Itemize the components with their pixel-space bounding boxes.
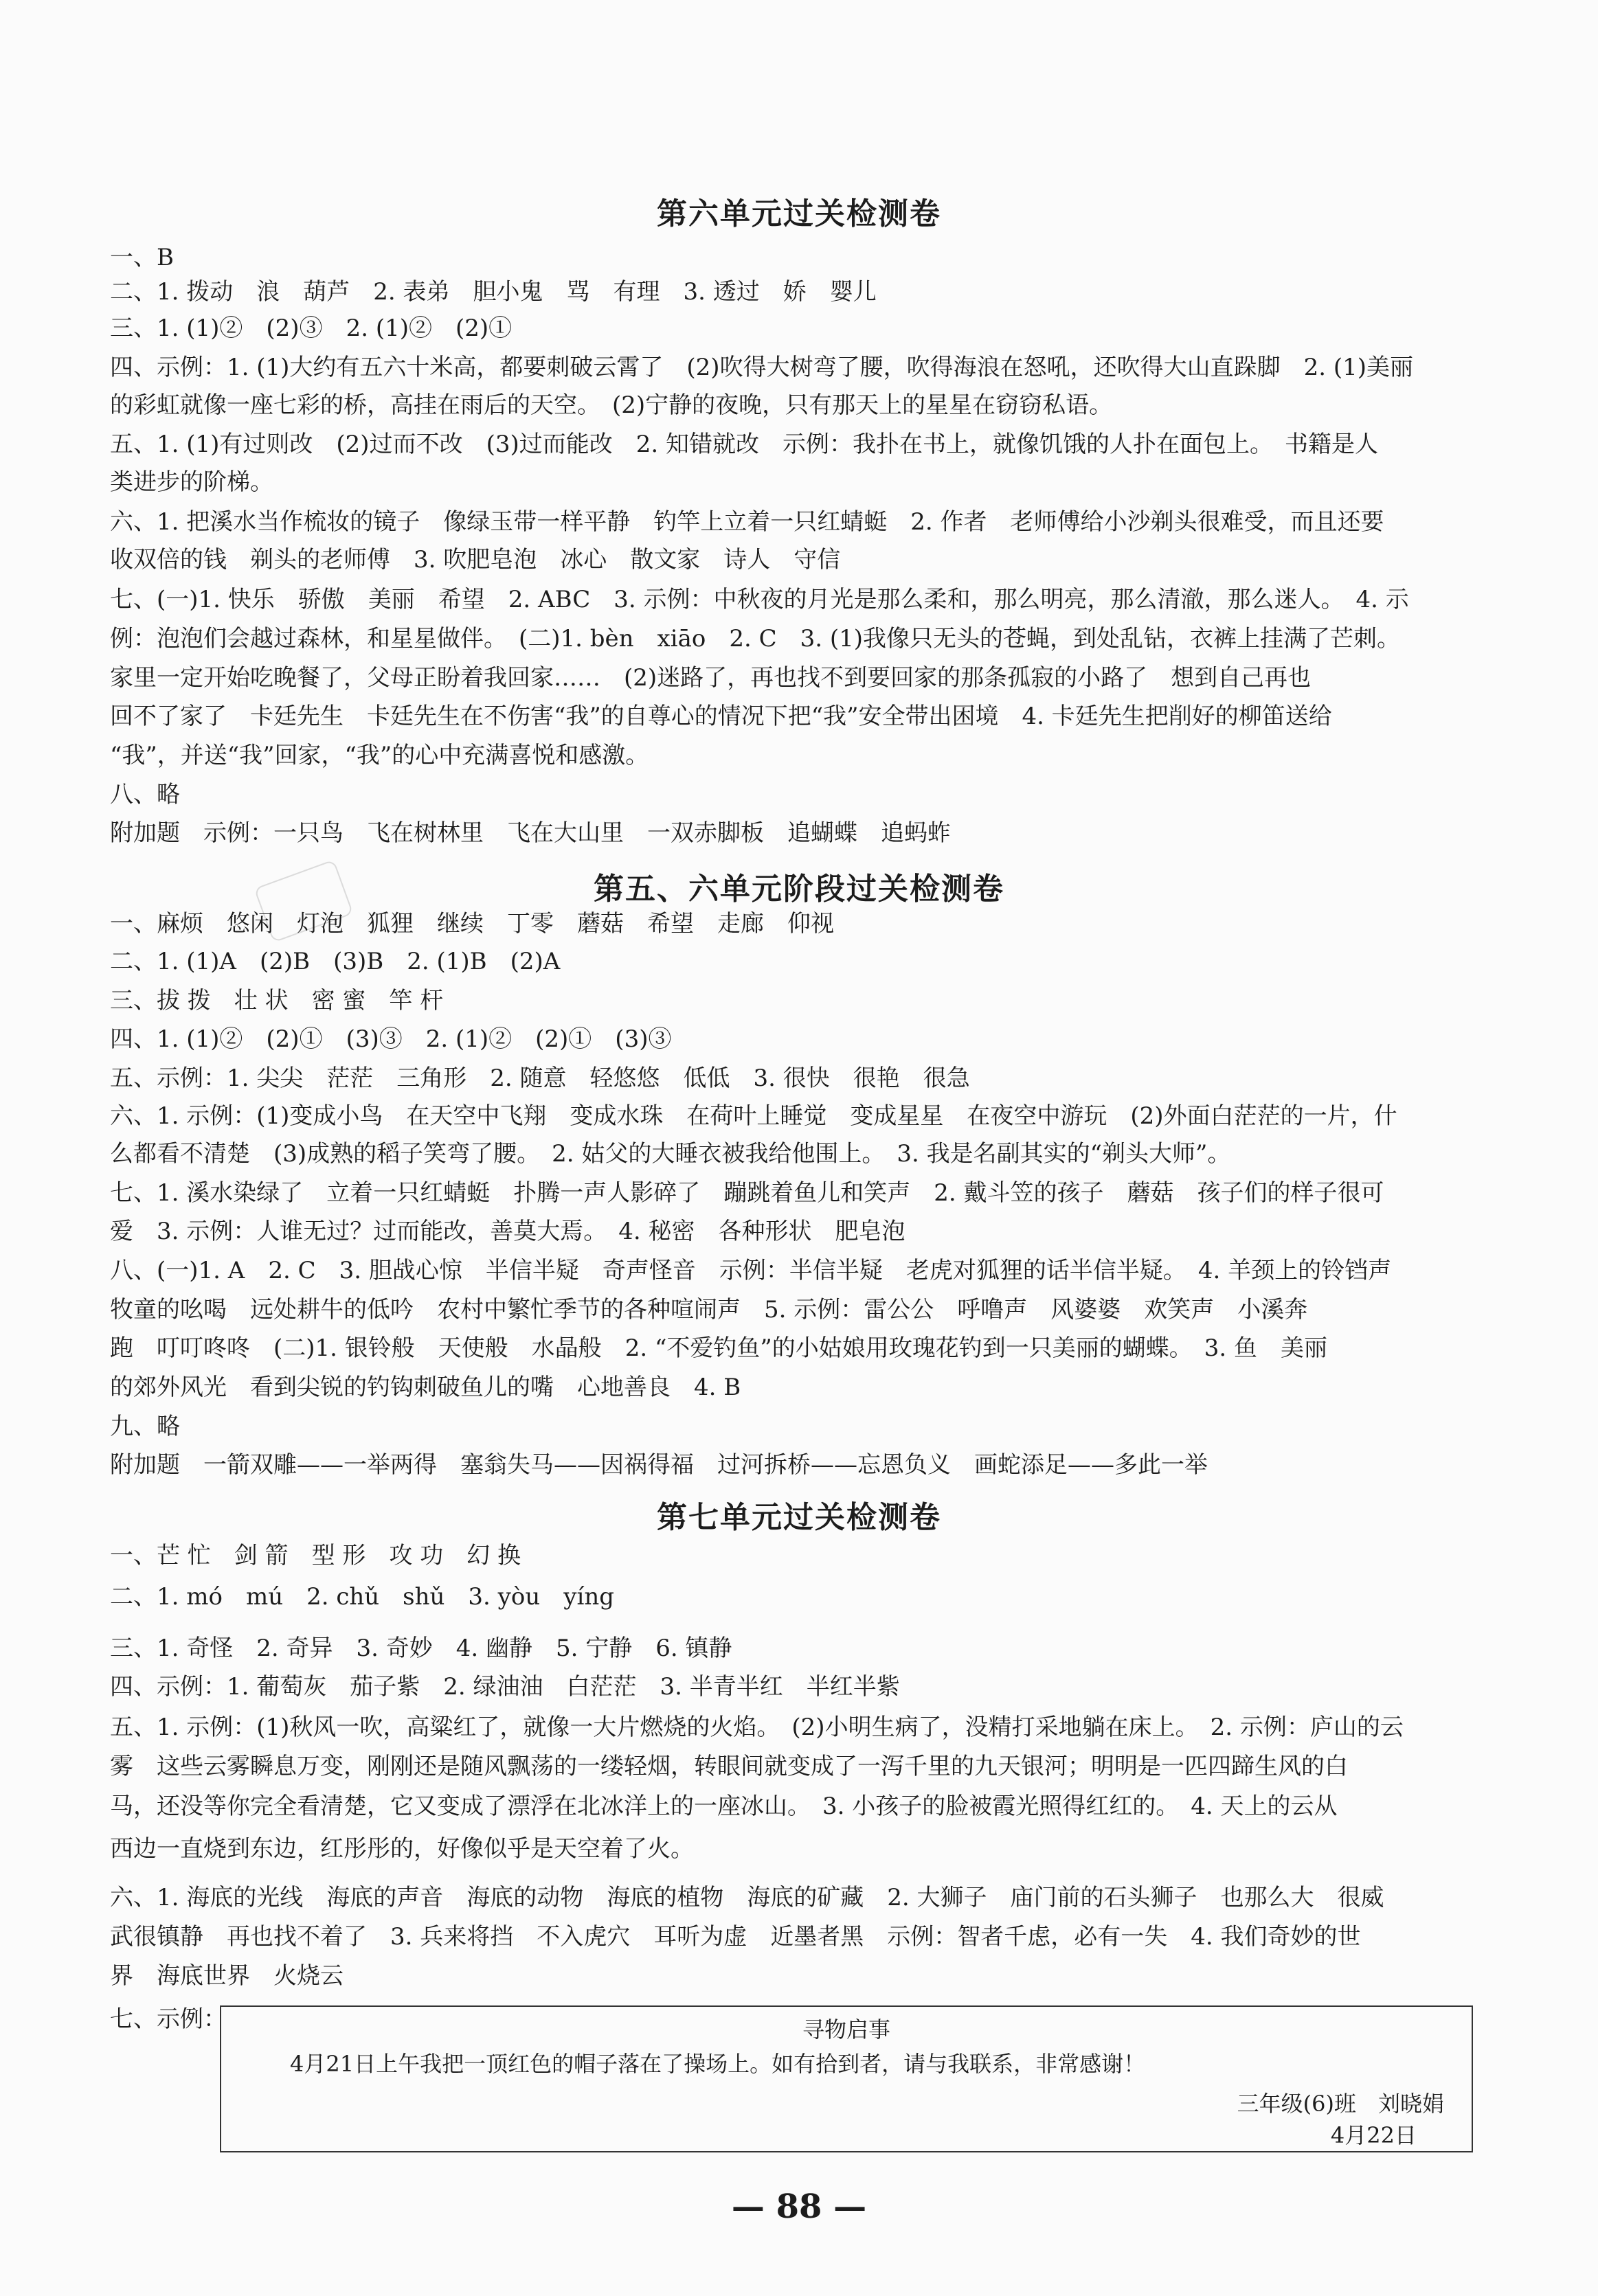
lost-item-notice-box — [220, 2005, 1473, 2152]
answer-line: 三、1. 奇怪 2. 奇异 3. 奇妙 4. 幽静 5. 宁静 6. 镇静 — [110, 1635, 732, 1662]
answer-line: 一、芒 忙 剑 箭 型 形 攻 功 幻 换 — [110, 1542, 521, 1569]
answer-line: 一、麻烦 悠闲 灯泡 狐狸 继续 丁零 蘑菇 希望 走廊 仰视 — [110, 910, 834, 937]
answer-line: 四、1. (1)② (2)① (3)③ 2. (1)② (2)① (3)③ — [110, 1025, 672, 1053]
answer-line: 家里一定开始吃晚餐了，父母正盼着我回家…… (2)迷路了，再也找不到要回家的那条孤寂的小路了 想到自己再也 — [110, 664, 1312, 692]
answer-line: 六、1. 把溪水当作梳妆的镜子 像绿玉带一样平静 钓竿上立着一只红蜻蜓 2. 作者 老师傅给小沙剃头很难受，而且还要 — [110, 508, 1384, 536]
answer-line: 三、1. (1)② (2)③ 2. (1)② (2)① — [110, 315, 513, 342]
answer-line: 西边一直烧到东边，红彤彤的，好像似乎是天空着了火。 — [110, 1835, 694, 1863]
answer-line: 类进步的阶梯。 — [110, 468, 273, 496]
answer-line: 跑 叮叮咚咚 (二)1. 银铃般 天使般 水晶般 2. “不爱钓鱼”的小姑娘用玫瑰花钓到一只美丽的蝴蝶。 3. 鱼 美丽 — [110, 1334, 1328, 1362]
answer-line: 六、1. 海底的光线 海底的声音 海底的动物 海底的植物 海底的矿藏 2. 大狮子 庙门前的石头狮子 也那么大 很威 — [110, 1884, 1384, 1911]
answer-line: “我”，并送“我”回家，“我”的心中充满喜悦和感激。 — [110, 742, 649, 769]
answer-line: 例：泡泡们会越过森林，和星星做伴。 (二)1. bèn xiāo 2. C 3. (1)我像只无头的苍蝇，到处乱钻，衣裤上挂满了芒刺。 — [110, 625, 1401, 652]
answer-line: 附加题 示例：一只鸟 飞在树林里 飞在大山里 一双赤脚板 追蝴蝶 追蚂蚱 — [110, 819, 951, 847]
answer-line: 牧童的吆喝 远处耕牛的低吟 农村中繁忙季节的各种喧闹声 5. 示例：雷公公 呼噜声 风婆婆 欢笑声 小溪奔 — [110, 1296, 1308, 1323]
answer-line: 五、1. (1)有过则改 (2)过而不改 (3)过而能改 2. 知错就改 示例：我扑在书上，就像饥饿的人扑在面包上。 书籍是人 — [110, 431, 1378, 458]
answer-line: 一、B — [110, 244, 174, 271]
answer-line: 四、示例：1. 葡萄灰 茄子紫 2. 绿油油 白茫茫 3. 半青半红 半红半紫 — [110, 1673, 900, 1701]
answer-line: 的彩虹就像一座七彩的桥，高挂在雨后的天空。 (2)宁静的夜晚，只有那天上的星星在窃窃私语。 — [110, 391, 1113, 419]
answer-line: 马，还没等你完全看清楚，它又变成了漂浮在北冰洋上的一座冰山。 3. 小孩子的脸被霞光照得红红的。 4. 天上的云从 — [110, 1793, 1338, 1820]
answer-line: 么都看不清楚 (3)成熟的稻子笑弯了腰。 2. 姑父的大睡衣被我给他围上。 3. 我是名副其实的“剃头大师”。 — [110, 1140, 1231, 1168]
answer-line: 四、示例：1. (1)大约有五六十米高，都要刺破云霄了 (2)吹得大树弯了腰，吹得海浪在怒吼，还吹得大山直跺脚 2. (1)美丽 — [110, 354, 1413, 381]
answer-line: 附加题 一箭双雕——一举两得 塞翁失马——因祸得福 过河拆桥——忘恩负义 画蛇添足——多此一举 — [110, 1451, 1208, 1479]
section-title-unit6: 第六单元过关检测卷 — [657, 196, 941, 231]
answer-line: 回不了家了 卡廷先生 卡廷先生在不伤害“我”的自尊心的情况下把“我”安全带出困境 4. 卡廷先生把削好的柳笛送给 — [110, 703, 1332, 730]
answer-line: 界 海底世界 火烧云 — [110, 1962, 344, 1990]
notice-title: 寻物启事 — [802, 2016, 890, 2043]
answer-line: 的郊外风光 看到尖锐的钓钩刺破鱼儿的嘴 心地善良 4. B — [110, 1374, 741, 1401]
answer-line: 七、(一)1. 快乐 骄傲 美丽 希望 2. ABC 3. 示例：中秋夜的月光是那么柔和，那么明亮，那么清澈，那么迷人。 4. 示 — [110, 586, 1409, 613]
answer-line: 七、示例： — [110, 2005, 227, 2033]
answer-line: 三、拔 拨 壮 状 密 蜜 竿 杆 — [110, 987, 444, 1014]
answer-line: 爱 3. 示例：人谁无过？过而能改，善莫大焉。 4. 秘密 各种形状 肥皂泡 — [110, 1218, 905, 1245]
answer-line: 八、(一)1. A 2. C 3. 胆战心惊 半信半疑 奇声怪音 示例：半信半疑 老虎对狐狸的话半信半疑。 4. 羊颈上的铃铛声 — [110, 1257, 1392, 1284]
answer-line: 五、示例：1. 尖尖 茫茫 三角形 2. 随意 轻悠悠 低低 3. 很快 很艳 很急 — [110, 1065, 970, 1092]
answer-line: 二、1. (1)A (2)B (3)B 2. (1)B (2)A — [110, 948, 561, 975]
answer-line: 九、略 — [110, 1413, 180, 1440]
notice-signature: 三年级(6)班 刘晓娟 — [1237, 2091, 1444, 2117]
answer-line: 七、1. 溪水染绿了 立着一只红蜻蜓 扑腾一声人影碎了 蹦跳着鱼儿和笑声 2. 戴斗笠的孩子 蘑菇 孩子们的样子很可 — [110, 1179, 1384, 1207]
answer-line: 五、1. 示例：(1)秋风一吹，高粱红了，就像一大片燃烧的火焰。 (2)小明生病了，没精打采地躺在床上。 2. 示例：庐山的云 — [110, 1714, 1404, 1741]
answer-line: 八、略 — [110, 781, 180, 808]
answer-line: 二、1. mó mú 2. chǔ shǔ 3. yòu yíng — [110, 1583, 614, 1611]
section-title-unit7: 第七单元过关检测卷 — [657, 1500, 941, 1535]
answer-line: 武很镇静 再也找不着了 3. 兵来将挡 不入虎穴 耳听为虚 近墨者黑 示例：智者千虑，必有一失 4. 我们奇妙的世 — [110, 1923, 1361, 1951]
answer-line: 二、1. 拨动 浪 葫芦 2. 表弟 胆小鬼 骂 有理 3. 透过 娇 婴儿 — [110, 278, 877, 306]
notice-date: 4月22日 — [1330, 2122, 1417, 2148]
answer-line: 收双倍的钱 剃头的老师傅 3. 吹肥皂泡 冰心 散文家 诗人 守信 — [110, 546, 841, 573]
answer-line: 六、1. 示例：(1)变成小鸟 在天空中飞翔 变成水珠 在荷叶上睡觉 变成星星 在夜空中游玩 (2)外面白茫茫的一片，什 — [110, 1102, 1397, 1130]
answer-line: 雾 这些云雾瞬息万变，刚刚还是随风飘荡的一缕轻烟，转眼间就变成了一泻千里的九天银河；明明是一匹四蹄生风的白 — [110, 1753, 1348, 1780]
page-number: — 88 — — [731, 2187, 867, 2226]
notice-body: 4月21日上午我把一顶红色的帽子落在了操场上。如有拾到者，请与我联系，非常感谢！ — [290, 2051, 1146, 2077]
section-title-unit5-6: 第五、六单元阶段过关检测卷 — [594, 872, 1004, 907]
